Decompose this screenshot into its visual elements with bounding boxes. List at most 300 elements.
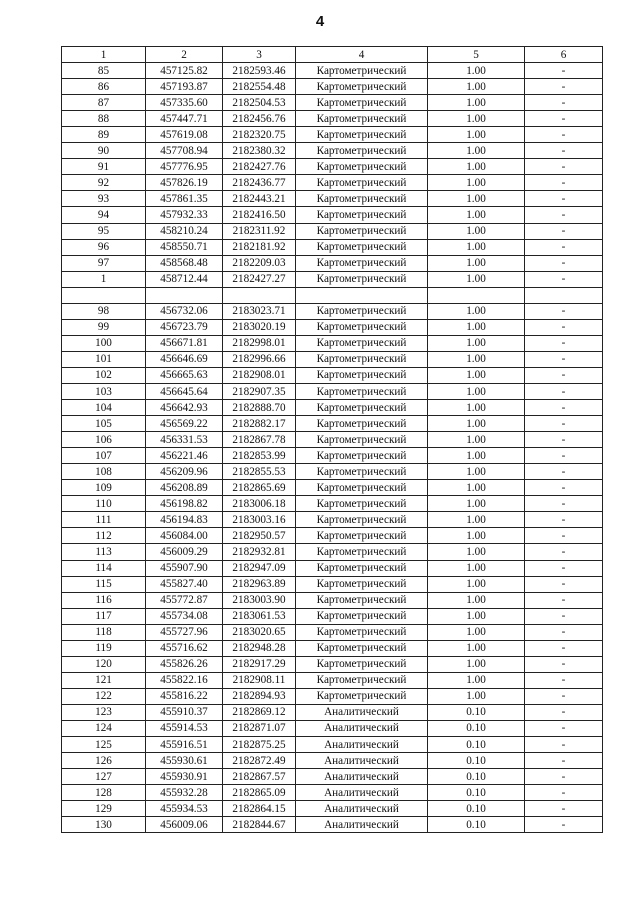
- table-row: [62, 464, 603, 480]
- table-cell: 1.00: [428, 383, 525, 399]
- table-cell: -: [525, 704, 603, 720]
- table-cell: 2182311.92: [223, 223, 296, 239]
- table-cell: -: [525, 608, 603, 624]
- table-cell: 127: [62, 769, 146, 785]
- table-row: [62, 303, 603, 319]
- table-cell: 121: [62, 672, 146, 688]
- table-row: [62, 335, 603, 351]
- table-cell: 2182853.99: [223, 448, 296, 464]
- column-header: 1: [62, 47, 146, 63]
- table-cell: Картометрический: [296, 95, 428, 111]
- table-cell: 457776.95: [146, 159, 223, 175]
- table-cell: -: [525, 624, 603, 640]
- table-cell: -: [525, 544, 603, 560]
- table-cell: -: [525, 127, 603, 143]
- table-cell: -: [525, 159, 603, 175]
- table-cell: 2182844.67: [223, 817, 296, 833]
- table-cell: Картометрический: [296, 608, 428, 624]
- table-row: [62, 367, 603, 383]
- table-cell: 1.00: [428, 223, 525, 239]
- table-cell: -: [525, 432, 603, 448]
- table-cell: 126: [62, 753, 146, 769]
- table-cell: 122: [62, 688, 146, 704]
- table-row: [62, 383, 603, 399]
- table-cell: 1.00: [428, 351, 525, 367]
- table-cell: Картометрический: [296, 560, 428, 576]
- table-cell: 458568.48: [146, 255, 223, 271]
- table-cell: 1.00: [428, 592, 525, 608]
- table-cell: 2183020.19: [223, 319, 296, 335]
- table-cell: 0.10: [428, 753, 525, 769]
- table-cell: 0.10: [428, 817, 525, 833]
- table-cell: Аналитический: [296, 801, 428, 817]
- table-cell: 1.00: [428, 319, 525, 335]
- table-cell: -: [525, 400, 603, 416]
- table-cell: Картометрический: [296, 624, 428, 640]
- column-header: 3: [223, 47, 296, 63]
- table-cell: 2182504.53: [223, 95, 296, 111]
- table-cell: 1.00: [428, 576, 525, 592]
- table-row: [62, 95, 603, 111]
- table-cell: 125: [62, 737, 146, 753]
- table-cell: 1.00: [428, 255, 525, 271]
- table-cell: 456194.83: [146, 512, 223, 528]
- table-row: [62, 608, 603, 624]
- table-cell: Картометрический: [296, 640, 428, 656]
- table-cell: 0.10: [428, 720, 525, 736]
- table-cell: 2182864.15: [223, 801, 296, 817]
- table-cell: [146, 287, 223, 303]
- table-cell: 108: [62, 464, 146, 480]
- column-header: 4: [296, 47, 428, 63]
- table-cell: 456009.06: [146, 817, 223, 833]
- table-cell: -: [525, 688, 603, 704]
- table-row: [62, 319, 603, 335]
- table-cell: Аналитический: [296, 785, 428, 801]
- table-cell: Картометрический: [296, 448, 428, 464]
- table-row: [62, 592, 603, 608]
- table-cell: 2182963.89: [223, 576, 296, 592]
- table-cell: Картометрический: [296, 688, 428, 704]
- table-cell: 130: [62, 817, 146, 833]
- table-cell: Аналитический: [296, 817, 428, 833]
- table-cell: 456642.93: [146, 400, 223, 416]
- table-cell: 1.00: [428, 528, 525, 544]
- table-cell: [428, 287, 525, 303]
- table-cell: 456221.46: [146, 448, 223, 464]
- table-cell: 455822.16: [146, 672, 223, 688]
- table-cell: Картометрический: [296, 480, 428, 496]
- table-cell: 457193.87: [146, 79, 223, 95]
- table-cell: 104: [62, 400, 146, 416]
- table-cell: 2182865.69: [223, 480, 296, 496]
- table-row: [62, 287, 603, 303]
- table-cell: 455914.53: [146, 720, 223, 736]
- table-cell: 124: [62, 720, 146, 736]
- table-cell: -: [525, 448, 603, 464]
- table-cell: 457861.35: [146, 191, 223, 207]
- table-cell: Картометрический: [296, 159, 428, 175]
- table-cell: 2182908.01: [223, 367, 296, 383]
- table-row: [62, 576, 603, 592]
- table-cell: -: [525, 191, 603, 207]
- table-cell: 1.00: [428, 640, 525, 656]
- table-cell: Картометрический: [296, 63, 428, 79]
- table-row: [62, 624, 603, 640]
- table-cell: 2182855.53: [223, 464, 296, 480]
- table-cell: -: [525, 801, 603, 817]
- table-cell: 456084.00: [146, 528, 223, 544]
- table-cell: -: [525, 63, 603, 79]
- table-row: [62, 801, 603, 817]
- table-cell: 455907.90: [146, 560, 223, 576]
- table-row: [62, 223, 603, 239]
- table-cell: -: [525, 175, 603, 191]
- table-cell: 128: [62, 785, 146, 801]
- page-number: 4: [315, 13, 325, 30]
- table-cell: -: [525, 480, 603, 496]
- table-cell: 2182947.09: [223, 560, 296, 576]
- table-row: [62, 672, 603, 688]
- table-cell: 106: [62, 432, 146, 448]
- table-cell: Картометрический: [296, 576, 428, 592]
- table-cell: Картометрический: [296, 175, 428, 191]
- table-cell: 90: [62, 143, 146, 159]
- table-cell: 87: [62, 95, 146, 111]
- table-cell: -: [525, 239, 603, 255]
- table-cell: 455772.87: [146, 592, 223, 608]
- table-cell: 2182875.25: [223, 737, 296, 753]
- table-cell: 1.00: [428, 111, 525, 127]
- table-cell: Картометрический: [296, 143, 428, 159]
- table-cell: 2182907.35: [223, 383, 296, 399]
- table-cell: 91: [62, 159, 146, 175]
- table-cell: Аналитический: [296, 753, 428, 769]
- table-cell: -: [525, 528, 603, 544]
- table-row: [62, 753, 603, 769]
- table-cell: Картометрический: [296, 111, 428, 127]
- table-row: [62, 737, 603, 753]
- table-cell: 112: [62, 528, 146, 544]
- table-cell: 101: [62, 351, 146, 367]
- table-cell: [525, 287, 603, 303]
- table-cell: 1.00: [428, 143, 525, 159]
- table-cell: 457125.82: [146, 63, 223, 79]
- table-cell: 1.00: [428, 672, 525, 688]
- table-cell: -: [525, 720, 603, 736]
- table-cell: Картометрический: [296, 464, 428, 480]
- table-cell: 456208.89: [146, 480, 223, 496]
- table-cell: 2182380.32: [223, 143, 296, 159]
- table-cell: 1.00: [428, 464, 525, 480]
- table-header-row: [62, 47, 603, 63]
- table-cell: -: [525, 255, 603, 271]
- table-cell: 85: [62, 63, 146, 79]
- table-row: [62, 560, 603, 576]
- table-cell: 0.10: [428, 704, 525, 720]
- table-cell: 2182932.81: [223, 544, 296, 560]
- table-cell: Картометрический: [296, 496, 428, 512]
- table-cell: 1.00: [428, 416, 525, 432]
- table-cell: 1.00: [428, 303, 525, 319]
- table-cell: 2183003.16: [223, 512, 296, 528]
- table-cell: 100: [62, 335, 146, 351]
- table-cell: 456732.06: [146, 303, 223, 319]
- table-cell: 0.10: [428, 769, 525, 785]
- table-cell: -: [525, 769, 603, 785]
- table-cell: Картометрический: [296, 319, 428, 335]
- table-row: [62, 127, 603, 143]
- table-row: [62, 416, 603, 432]
- table-cell: Картометрический: [296, 400, 428, 416]
- table-cell: 1.00: [428, 512, 525, 528]
- table-cell: 2182865.09: [223, 785, 296, 801]
- table-cell: 455816.22: [146, 688, 223, 704]
- table-cell: -: [525, 785, 603, 801]
- table-cell: 1.00: [428, 79, 525, 95]
- table-cell: 1.00: [428, 688, 525, 704]
- table-cell: 457708.94: [146, 143, 223, 159]
- table-cell: 123: [62, 704, 146, 720]
- table-cell: 92: [62, 175, 146, 191]
- table-cell: 458210.24: [146, 223, 223, 239]
- table-cell: 1.00: [428, 191, 525, 207]
- table-cell: 456665.63: [146, 367, 223, 383]
- table-cell: Картометрический: [296, 223, 428, 239]
- table-cell: -: [525, 383, 603, 399]
- table-cell: 99: [62, 319, 146, 335]
- table-cell: 456646.69: [146, 351, 223, 367]
- table-cell: 103: [62, 383, 146, 399]
- table-cell: 1.00: [428, 175, 525, 191]
- table-cell: 455930.91: [146, 769, 223, 785]
- table-cell: -: [525, 207, 603, 223]
- table-cell: 2182871.07: [223, 720, 296, 736]
- table-row: [62, 480, 603, 496]
- table-cell: 1.00: [428, 271, 525, 287]
- table-cell: Аналитический: [296, 720, 428, 736]
- table-cell: 1.00: [428, 207, 525, 223]
- table-cell: 2183020.65: [223, 624, 296, 640]
- table-cell: -: [525, 335, 603, 351]
- table-cell: 1.00: [428, 608, 525, 624]
- table-cell: -: [525, 592, 603, 608]
- table-cell: 458550.71: [146, 239, 223, 255]
- table-cell: -: [525, 817, 603, 833]
- table-cell: 0.10: [428, 737, 525, 753]
- table-cell: 2183023.71: [223, 303, 296, 319]
- table-cell: -: [525, 737, 603, 753]
- table-cell: 0.10: [428, 785, 525, 801]
- table-cell: Картометрический: [296, 544, 428, 560]
- table-cell: 455916.51: [146, 737, 223, 753]
- table-row: [62, 448, 603, 464]
- table-cell: -: [525, 512, 603, 528]
- table-cell: 109: [62, 480, 146, 496]
- table-cell: 116: [62, 592, 146, 608]
- table-cell: 456209.96: [146, 464, 223, 480]
- table-cell: 95: [62, 223, 146, 239]
- table-row: [62, 544, 603, 560]
- table-row: [62, 159, 603, 175]
- table-cell: 456569.22: [146, 416, 223, 432]
- table-cell: Картометрический: [296, 512, 428, 528]
- table-cell: Картометрический: [296, 367, 428, 383]
- table-cell: 455930.61: [146, 753, 223, 769]
- table-cell: -: [525, 319, 603, 335]
- table-row: [62, 785, 603, 801]
- table-cell: -: [525, 576, 603, 592]
- table-cell: [223, 287, 296, 303]
- table-cell: -: [525, 416, 603, 432]
- table-cell: 455727.96: [146, 624, 223, 640]
- table-cell: Картометрический: [296, 416, 428, 432]
- table-cell: 1.00: [428, 400, 525, 416]
- table-cell: 86: [62, 79, 146, 95]
- table-cell: 457447.71: [146, 111, 223, 127]
- table-cell: -: [525, 303, 603, 319]
- table-cell: -: [525, 367, 603, 383]
- table-row: [62, 496, 603, 512]
- table-cell: Картометрический: [296, 672, 428, 688]
- table-cell: 455827.40: [146, 576, 223, 592]
- table-cell: 115: [62, 576, 146, 592]
- table-cell: 455716.62: [146, 640, 223, 656]
- table-cell: 1.00: [428, 448, 525, 464]
- table-cell: Картометрический: [296, 271, 428, 287]
- table-row: [62, 656, 603, 672]
- table-row: [62, 688, 603, 704]
- table-cell: -: [525, 640, 603, 656]
- table-cell: 1.00: [428, 335, 525, 351]
- table-cell: 2182998.01: [223, 335, 296, 351]
- table-row: [62, 175, 603, 191]
- table-cell: 2182888.70: [223, 400, 296, 416]
- table-cell: 2183061.53: [223, 608, 296, 624]
- table-cell: Картометрический: [296, 303, 428, 319]
- table-cell: 2182209.03: [223, 255, 296, 271]
- table-cell: 0.10: [428, 801, 525, 817]
- table-row: [62, 239, 603, 255]
- table-cell: 129: [62, 801, 146, 817]
- table-cell: 456671.81: [146, 335, 223, 351]
- table-row: [62, 512, 603, 528]
- table-cell: 1: [62, 271, 146, 287]
- table-row: [62, 817, 603, 833]
- table-cell: 2182554.48: [223, 79, 296, 95]
- table-cell: Картометрический: [296, 239, 428, 255]
- table-cell: 1.00: [428, 656, 525, 672]
- table-cell: 89: [62, 127, 146, 143]
- table-cell: Картометрический: [296, 432, 428, 448]
- table-cell: 455734.08: [146, 608, 223, 624]
- column-header: 5: [428, 47, 525, 63]
- table-cell: 2182867.78: [223, 432, 296, 448]
- table-row: [62, 351, 603, 367]
- table-cell: -: [525, 560, 603, 576]
- table-cell: Картометрический: [296, 191, 428, 207]
- table-row: [62, 769, 603, 785]
- table-cell: 2182427.76: [223, 159, 296, 175]
- table-cell: 2182950.57: [223, 528, 296, 544]
- table-row: [62, 111, 603, 127]
- table-row: [62, 143, 603, 159]
- table-cell: 105: [62, 416, 146, 432]
- table-cell: -: [525, 79, 603, 95]
- table-cell: Картометрический: [296, 656, 428, 672]
- table-cell: 102: [62, 367, 146, 383]
- table-cell: 2182872.49: [223, 753, 296, 769]
- table-cell: 1.00: [428, 496, 525, 512]
- table-cell: Картометрический: [296, 528, 428, 544]
- table-cell: 1.00: [428, 432, 525, 448]
- table-cell: Картометрический: [296, 335, 428, 351]
- table-cell: 2182894.93: [223, 688, 296, 704]
- table-cell: -: [525, 271, 603, 287]
- table-cell: 1.00: [428, 127, 525, 143]
- table-cell: 110: [62, 496, 146, 512]
- table-cell: -: [525, 95, 603, 111]
- table-cell: 457335.60: [146, 95, 223, 111]
- table-cell: 98: [62, 303, 146, 319]
- table-cell: 1.00: [428, 239, 525, 255]
- table-cell: -: [525, 753, 603, 769]
- table-cell: 455932.28: [146, 785, 223, 801]
- table-cell: Аналитический: [296, 769, 428, 785]
- column-header: 6: [525, 47, 603, 63]
- table-cell: 2183003.90: [223, 592, 296, 608]
- table-cell: Картометрический: [296, 351, 428, 367]
- table-row: [62, 191, 603, 207]
- table-cell: -: [525, 223, 603, 239]
- table-cell: 2182917.29: [223, 656, 296, 672]
- table-cell: 456331.53: [146, 432, 223, 448]
- table-cell: Картометрический: [296, 79, 428, 95]
- table-cell: 113: [62, 544, 146, 560]
- table-cell: 2182908.11: [223, 672, 296, 688]
- table-cell: 456198.82: [146, 496, 223, 512]
- table-cell: 457619.08: [146, 127, 223, 143]
- table-cell: -: [525, 496, 603, 512]
- table-cell: 2182882.17: [223, 416, 296, 432]
- table-cell: 1.00: [428, 159, 525, 175]
- table-cell: [62, 287, 146, 303]
- table-row: [62, 432, 603, 448]
- table-cell: 1.00: [428, 480, 525, 496]
- table-cell: -: [525, 143, 603, 159]
- table-cell: 2182416.50: [223, 207, 296, 223]
- table-row: [62, 271, 603, 287]
- table-cell: 457826.19: [146, 175, 223, 191]
- table-cell: 2182869.12: [223, 704, 296, 720]
- coordinates-table: [61, 46, 603, 833]
- table-row: [62, 207, 603, 223]
- table-cell: Картометрический: [296, 127, 428, 143]
- table-cell: 456645.64: [146, 383, 223, 399]
- table-cell: 107: [62, 448, 146, 464]
- table-cell: 2182593.46: [223, 63, 296, 79]
- table-cell: 455910.37: [146, 704, 223, 720]
- table-cell: 120: [62, 656, 146, 672]
- table-cell: 2182948.28: [223, 640, 296, 656]
- table-cell: 458712.44: [146, 271, 223, 287]
- table-row: [62, 400, 603, 416]
- table-cell: 2183006.18: [223, 496, 296, 512]
- table-cell: -: [525, 464, 603, 480]
- table-cell: 457932.33: [146, 207, 223, 223]
- table-row: [62, 63, 603, 79]
- table-cell: 114: [62, 560, 146, 576]
